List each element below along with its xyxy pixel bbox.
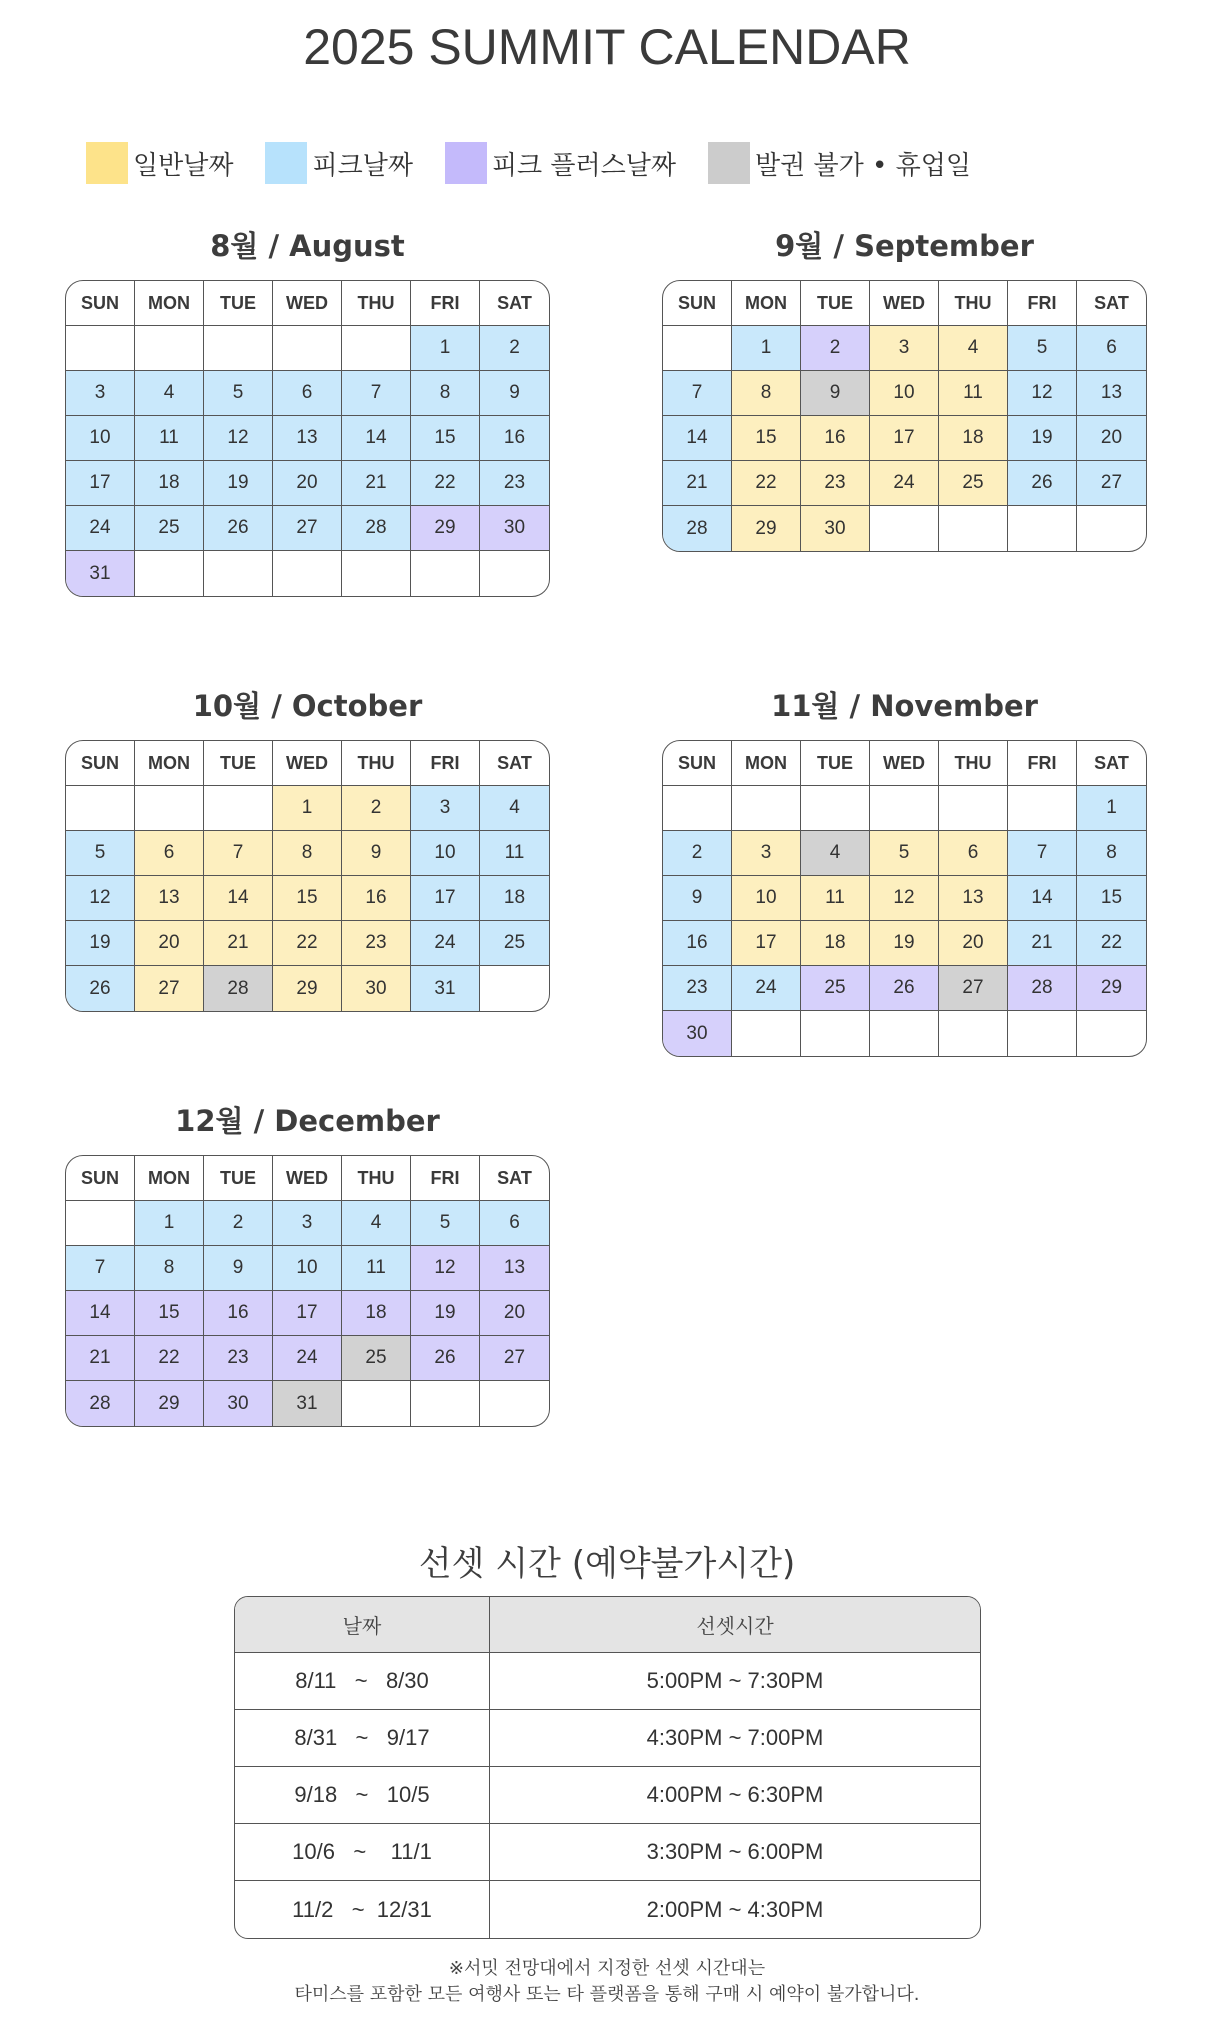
calendar-empty-cell xyxy=(273,326,342,371)
month-september xyxy=(662,228,1147,552)
calendar-day: 18 xyxy=(135,461,204,506)
calendar-empty-cell xyxy=(342,1381,411,1426)
calendar-day: 29 xyxy=(135,1381,204,1426)
weekday-header: THU xyxy=(342,1156,411,1201)
calendar-day: 28 xyxy=(1008,966,1077,1011)
calendar-day: 12 xyxy=(411,1246,480,1291)
calendar-grid xyxy=(65,1155,550,1427)
calendar-day: 1 xyxy=(732,326,801,371)
calendar-day: 22 xyxy=(273,921,342,966)
calendar-day: 16 xyxy=(801,416,870,461)
calendar-day: 28 xyxy=(663,506,732,551)
calendar-empty-cell xyxy=(732,1011,801,1056)
calendar-empty-cell xyxy=(273,551,342,596)
calendar-day: 2 xyxy=(342,786,411,831)
legend-swatch-closed xyxy=(708,142,750,184)
calendar-day: 10 xyxy=(411,831,480,876)
calendar-grid xyxy=(65,740,550,1012)
legend-label-peak-plus: 피크 플러스날짜 xyxy=(491,150,677,181)
calendar-empty-cell xyxy=(870,506,939,551)
calendar-day: 7 xyxy=(66,1246,135,1291)
table-row xyxy=(235,1710,980,1767)
calendar-day: 8 xyxy=(411,371,480,416)
calendar-day: 25 xyxy=(939,461,1008,506)
calendar-grid xyxy=(65,280,550,597)
calendar-day: 20 xyxy=(273,461,342,506)
calendar-day: 30 xyxy=(801,506,870,551)
calendar-day: 31 xyxy=(273,1381,342,1426)
calendar-day: 15 xyxy=(732,416,801,461)
calendar-empty-cell xyxy=(480,1381,549,1426)
sunset-header-time: 선셋시간 xyxy=(696,1614,774,1638)
sunset-header-row xyxy=(235,1597,980,1653)
calendar-empty-cell xyxy=(1077,1011,1146,1056)
calendar-day: 11 xyxy=(480,831,549,876)
calendar-day: 23 xyxy=(663,966,732,1011)
calendar-day: 19 xyxy=(870,921,939,966)
calendar-empty-cell xyxy=(1008,506,1077,551)
calendar-empty-cell xyxy=(801,1011,870,1056)
calendar-day: 21 xyxy=(663,461,732,506)
calendar-empty-cell xyxy=(1077,506,1146,551)
weekday-header: WED xyxy=(870,741,939,786)
calendar-day: 22 xyxy=(732,461,801,506)
calendar-day: 24 xyxy=(732,966,801,1011)
calendar-day: 2 xyxy=(480,326,549,371)
calendar-day: 21 xyxy=(342,461,411,506)
calendar-empty-cell xyxy=(204,326,273,371)
calendar-day: 17 xyxy=(273,1291,342,1336)
weekday-header: SUN xyxy=(663,741,732,786)
calendar-day: 11 xyxy=(939,371,1008,416)
calendar-empty-cell xyxy=(204,551,273,596)
calendar-day: 27 xyxy=(273,506,342,551)
calendar-day: 11 xyxy=(342,1246,411,1291)
legend-item-closed xyxy=(708,142,971,184)
calendar-day: 1 xyxy=(135,1201,204,1246)
calendar-empty-cell xyxy=(135,326,204,371)
calendar-day: 12 xyxy=(870,876,939,921)
calendar-day: 18 xyxy=(939,416,1008,461)
calendar-day: 4 xyxy=(342,1201,411,1246)
sunset-date: 8/11 ~ 8/30 xyxy=(235,1653,490,1709)
calendar-day: 12 xyxy=(1008,371,1077,416)
calendar-day: 12 xyxy=(204,416,273,461)
calendar-day: 13 xyxy=(1077,371,1146,416)
calendar-day: 9 xyxy=(801,371,870,416)
calendar-day: 27 xyxy=(939,966,1008,1011)
calendar-day: 29 xyxy=(1077,966,1146,1011)
calendar-day: 8 xyxy=(135,1246,204,1291)
calendar-day: 20 xyxy=(135,921,204,966)
weekday-header: MON xyxy=(135,1156,204,1201)
calendar-day: 5 xyxy=(411,1201,480,1246)
calendar-day: 28 xyxy=(342,506,411,551)
calendar-day: 19 xyxy=(1008,416,1077,461)
calendar-day: 24 xyxy=(66,506,135,551)
calendar-day: 18 xyxy=(801,921,870,966)
legend-item-normal xyxy=(86,142,233,184)
legend-label-peak: 피크날짜 xyxy=(312,150,413,181)
calendar-day: 3 xyxy=(273,1201,342,1246)
calendar-day: 25 xyxy=(801,966,870,1011)
calendar-day: 14 xyxy=(342,416,411,461)
calendar-empty-cell xyxy=(135,551,204,596)
calendar-day: 1 xyxy=(1077,786,1146,831)
calendar-day: 2 xyxy=(204,1201,273,1246)
calendar-day: 19 xyxy=(411,1291,480,1336)
sunset-date: 8/31 ~ 9/17 xyxy=(235,1710,490,1766)
calendar-day: 15 xyxy=(1077,876,1146,921)
calendar-day: 10 xyxy=(66,416,135,461)
calendar-empty-cell xyxy=(939,786,1008,831)
calendar-day: 22 xyxy=(135,1336,204,1381)
calendar-day: 25 xyxy=(342,1336,411,1381)
calendar-grid xyxy=(662,740,1147,1057)
calendar-day: 3 xyxy=(732,831,801,876)
calendar-day: 30 xyxy=(663,1011,732,1056)
calendar-day: 13 xyxy=(273,416,342,461)
page-title: 2025 SUMMIT CALENDAR xyxy=(303,19,911,75)
weekday-header: FRI xyxy=(1008,281,1077,326)
sunset-date: 9/18 ~ 10/5 xyxy=(235,1767,490,1823)
calendar-empty-cell xyxy=(66,326,135,371)
calendar-day: 17 xyxy=(732,921,801,966)
calendar-day: 23 xyxy=(204,1336,273,1381)
weekday-header: SAT xyxy=(1077,741,1146,786)
calendar-day: 3 xyxy=(411,786,480,831)
calendar-day: 22 xyxy=(411,461,480,506)
weekday-header: SAT xyxy=(480,281,549,326)
calendar-day: 27 xyxy=(1077,461,1146,506)
calendar-day: 6 xyxy=(939,831,1008,876)
weekday-header: TUE xyxy=(801,281,870,326)
calendar-day: 20 xyxy=(480,1291,549,1336)
weekday-header: TUE xyxy=(801,741,870,786)
calendar-day: 6 xyxy=(135,831,204,876)
calendar-day: 22 xyxy=(1077,921,1146,966)
month-title: 12월 / December xyxy=(175,1104,440,1138)
calendar-day: 28 xyxy=(204,966,273,1011)
calendar-day: 14 xyxy=(66,1291,135,1336)
calendar-day: 31 xyxy=(66,551,135,596)
legend-item-peak xyxy=(265,142,412,184)
calendar-day: 19 xyxy=(66,921,135,966)
calendar-day: 15 xyxy=(135,1291,204,1336)
calendar-day: 4 xyxy=(939,326,1008,371)
calendar-day: 29 xyxy=(273,966,342,1011)
weekday-header: TUE xyxy=(204,1156,273,1201)
calendar-day: 26 xyxy=(411,1336,480,1381)
weekday-header: MON xyxy=(135,741,204,786)
calendar-day: 21 xyxy=(1008,921,1077,966)
month-october xyxy=(65,688,550,1012)
calendar-day: 5 xyxy=(66,831,135,876)
weekday-header: FRI xyxy=(1008,741,1077,786)
table-row xyxy=(235,1881,980,1938)
calendar-empty-cell xyxy=(801,786,870,831)
weekday-header: MON xyxy=(135,281,204,326)
calendar-empty-cell xyxy=(870,786,939,831)
calendar-day: 15 xyxy=(273,876,342,921)
calendar-day: 13 xyxy=(135,876,204,921)
calendar-day: 18 xyxy=(342,1291,411,1336)
calendar-day: 1 xyxy=(411,326,480,371)
weekday-header: WED xyxy=(870,281,939,326)
calendar-day: 28 xyxy=(66,1381,135,1426)
calendar-empty-cell xyxy=(1008,786,1077,831)
calendar-day: 9 xyxy=(204,1246,273,1291)
calendar-day: 9 xyxy=(480,371,549,416)
weekday-header: SAT xyxy=(1077,281,1146,326)
sunset-table xyxy=(234,1596,981,1939)
calendar-day: 2 xyxy=(663,831,732,876)
calendar-empty-cell xyxy=(870,1011,939,1056)
weekday-header: SAT xyxy=(480,1156,549,1201)
month-august xyxy=(65,228,550,597)
calendar-empty-cell xyxy=(663,786,732,831)
calendar-day: 10 xyxy=(870,371,939,416)
month-title: 9월 / September xyxy=(775,229,1034,263)
table-row xyxy=(235,1767,980,1824)
calendar-empty-cell xyxy=(342,326,411,371)
calendar-day: 30 xyxy=(480,506,549,551)
weekday-header: SUN xyxy=(66,281,135,326)
calendar-day: 29 xyxy=(732,506,801,551)
calendar-day: 14 xyxy=(663,416,732,461)
weekday-header: SAT xyxy=(480,741,549,786)
sunset-time: 2:00PM ~ 4:30PM xyxy=(646,1896,824,1922)
calendar-day: 26 xyxy=(870,966,939,1011)
calendar-day: 16 xyxy=(342,876,411,921)
month-title: 11월 / November xyxy=(771,689,1038,723)
calendar-day: 18 xyxy=(480,876,549,921)
calendar-day: 8 xyxy=(732,371,801,416)
calendar-empty-cell xyxy=(1008,1011,1077,1056)
calendar-empty-cell xyxy=(939,506,1008,551)
calendar-day: 19 xyxy=(204,461,273,506)
legend-label-closed: 발권 불가 • 휴업일 xyxy=(755,150,971,181)
calendar-day: 6 xyxy=(480,1201,549,1246)
calendar-grid xyxy=(662,280,1147,552)
calendar-day: 16 xyxy=(663,921,732,966)
calendar-day: 9 xyxy=(663,876,732,921)
calendar-day: 4 xyxy=(801,831,870,876)
calendar-day: 17 xyxy=(870,416,939,461)
calendar-empty-cell xyxy=(66,1201,135,1246)
calendar-day: 5 xyxy=(204,371,273,416)
month-title: 10월 / October xyxy=(192,689,423,723)
calendar-day: 23 xyxy=(801,461,870,506)
table-row xyxy=(235,1824,980,1881)
calendar-day: 7 xyxy=(1008,831,1077,876)
calendar-day: 17 xyxy=(66,461,135,506)
calendar-day: 10 xyxy=(273,1246,342,1291)
calendar-empty-cell xyxy=(204,786,273,831)
calendar-day: 29 xyxy=(411,506,480,551)
calendar-day: 6 xyxy=(273,371,342,416)
calendar-day: 4 xyxy=(480,786,549,831)
calendar-day: 30 xyxy=(342,966,411,1011)
sunset-time: 5:00PM ~ 7:30PM xyxy=(646,1668,824,1693)
calendar-day: 26 xyxy=(1008,461,1077,506)
calendar-day: 8 xyxy=(1077,831,1146,876)
calendar-day: 25 xyxy=(135,506,204,551)
sunset-date: 10/6 ~ 11/1 xyxy=(235,1824,490,1880)
calendar-day: 11 xyxy=(801,876,870,921)
calendar-day: 6 xyxy=(1077,326,1146,371)
calendar-empty-cell xyxy=(480,966,549,1011)
calendar-day: 21 xyxy=(66,1336,135,1381)
month-title: 8월 / August xyxy=(210,229,405,263)
weekday-header: WED xyxy=(273,281,342,326)
legend-swatch-normal xyxy=(86,142,128,184)
calendar-day: 21 xyxy=(204,921,273,966)
calendar-empty-cell xyxy=(135,786,204,831)
weekday-header: FRI xyxy=(411,281,480,326)
weekday-header: THU xyxy=(342,741,411,786)
calendar-day: 24 xyxy=(870,461,939,506)
legend-label-normal: 일반날짜 xyxy=(133,150,234,181)
calendar-day: 4 xyxy=(135,371,204,416)
calendar-day: 9 xyxy=(342,831,411,876)
calendar-day: 7 xyxy=(342,371,411,416)
calendar-day: 13 xyxy=(480,1246,549,1291)
calendar-empty-cell xyxy=(480,551,549,596)
calendar-day: 13 xyxy=(939,876,1008,921)
calendar-day: 2 xyxy=(801,326,870,371)
weekday-header: TUE xyxy=(204,741,273,786)
sunset-title: 선셋 시간 (예약불가시간) xyxy=(418,1544,796,1584)
calendar-empty-cell xyxy=(342,551,411,596)
calendar-day: 7 xyxy=(204,831,273,876)
calendar-day: 5 xyxy=(870,831,939,876)
calendar-day: 17 xyxy=(411,876,480,921)
calendar-day: 5 xyxy=(1008,326,1077,371)
calendar-day: 20 xyxy=(1077,416,1146,461)
table-row xyxy=(235,1653,980,1710)
weekday-header: THU xyxy=(939,741,1008,786)
calendar-day: 30 xyxy=(204,1381,273,1426)
calendar-day: 27 xyxy=(480,1336,549,1381)
calendar-day: 1 xyxy=(273,786,342,831)
weekday-header: SUN xyxy=(663,281,732,326)
weekday-header: WED xyxy=(273,1156,342,1201)
weekday-header: WED xyxy=(273,741,342,786)
sunset-time: 3:30PM ~ 6:00PM xyxy=(646,1839,824,1864)
calendar-empty-cell xyxy=(411,1381,480,1426)
weekday-header: MON xyxy=(732,281,801,326)
month-december xyxy=(65,1103,550,1427)
calendar-day: 10 xyxy=(732,876,801,921)
sunset-header-date: 날짜 xyxy=(235,1597,490,1652)
legend xyxy=(86,141,1003,185)
calendar-day: 20 xyxy=(939,921,1008,966)
sunset-time: 4:00PM ~ 6:30PM xyxy=(646,1782,824,1807)
calendar-empty-cell xyxy=(939,1011,1008,1056)
calendar-day: 24 xyxy=(411,921,480,966)
weekday-header: THU xyxy=(939,281,1008,326)
sunset-note-line-2: 타미스를 포함한 모든 여행사 또는 타 플랫폼을 통해 구매 시 예약이 불가합니다. xyxy=(294,1984,920,2005)
calendar-day: 3 xyxy=(870,326,939,371)
weekday-header: FRI xyxy=(411,1156,480,1201)
sunset-date: 11/2 ~ 12/31 xyxy=(235,1881,490,1938)
calendar-day: 16 xyxy=(480,416,549,461)
calendar-day: 16 xyxy=(204,1291,273,1336)
sunset-time: 4:30PM ~ 7:00PM xyxy=(646,1725,824,1750)
calendar-day: 8 xyxy=(273,831,342,876)
calendar-day: 27 xyxy=(135,966,204,1011)
calendar-day: 26 xyxy=(66,966,135,1011)
sunset-note-line-1: ※서밋 전망대에서 지정한 선셋 시간대는 xyxy=(448,1958,766,1979)
legend-swatch-peak xyxy=(265,142,307,184)
calendar-day: 25 xyxy=(480,921,549,966)
weekday-header: TUE xyxy=(204,281,273,326)
weekday-header: SUN xyxy=(66,741,135,786)
calendar-day: 31 xyxy=(411,966,480,1011)
calendar-day: 11 xyxy=(135,416,204,461)
legend-swatch-peak-plus xyxy=(445,142,487,184)
calendar-day: 15 xyxy=(411,416,480,461)
calendar-day: 23 xyxy=(480,461,549,506)
calendar-day: 12 xyxy=(66,876,135,921)
legend-item-peak-plus xyxy=(445,142,676,184)
calendar-empty-cell xyxy=(663,326,732,371)
weekday-header: SUN xyxy=(66,1156,135,1201)
calendar-day: 26 xyxy=(204,506,273,551)
calendar-day: 14 xyxy=(1008,876,1077,921)
calendar-day: 3 xyxy=(66,371,135,416)
calendar-empty-cell xyxy=(411,551,480,596)
weekday-header: THU xyxy=(342,281,411,326)
calendar-day: 23 xyxy=(342,921,411,966)
weekday-header: MON xyxy=(732,741,801,786)
calendar-day: 24 xyxy=(273,1336,342,1381)
month-november xyxy=(662,688,1147,1057)
calendar-day: 14 xyxy=(204,876,273,921)
calendar-day: 7 xyxy=(663,371,732,416)
weekday-header: FRI xyxy=(411,741,480,786)
calendar-empty-cell xyxy=(732,786,801,831)
calendar-empty-cell xyxy=(66,786,135,831)
